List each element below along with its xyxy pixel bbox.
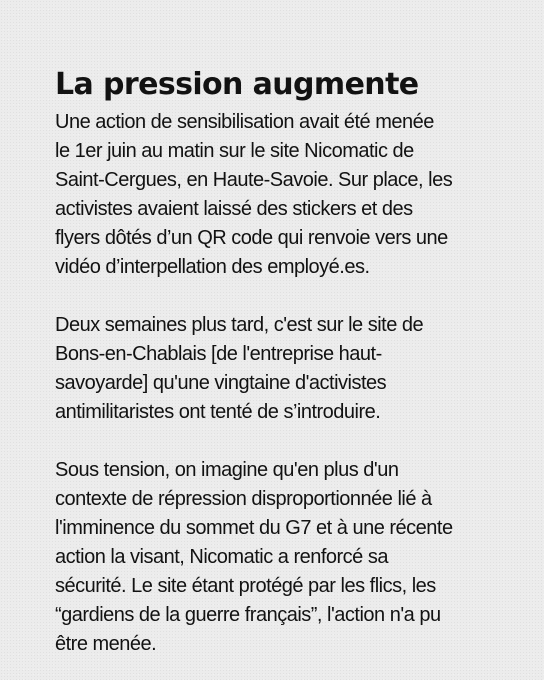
article-title: La pression augmente	[55, 67, 419, 102]
paragraph-spacer	[55, 427, 525, 456]
paragraph-line: Sous tension, on imagine qu'en plus d'un	[55, 459, 399, 481]
paragraph-line: être menée.	[55, 633, 157, 655]
paragraph-1	[55, 108, 525, 282]
paragraph-line: l'imminence du sommet du G7 et à une récente	[55, 517, 453, 539]
article	[55, 66, 525, 659]
paragraph-line: activistes avaient laissé des stickers et des	[55, 198, 413, 220]
paragraph-line: flyers dôtés d’un QR code qui renvoie vers une	[55, 227, 448, 249]
paragraph-spacer	[55, 282, 525, 311]
paragraph-line: antimilitaristes ont tenté de s’introduire.	[55, 401, 381, 423]
paragraph-line: vidéo d’interpellation des employé.es.	[55, 256, 370, 278]
paragraph-2	[55, 311, 525, 427]
paragraph-3	[55, 456, 525, 659]
paragraph-line: contexte de répression disproportionnée lié à	[55, 488, 432, 510]
paragraph-line: savoyarde] qu'une vingtaine d'activistes	[55, 372, 387, 394]
paragraph-line: sécurité. Le site étant protégé par les flics, les	[55, 575, 436, 597]
paragraph-line: Une action de sensibilisation avait été menée	[55, 111, 434, 133]
paragraph-line: Saint-Cergues, en Haute-Savoie. Sur place, les	[55, 169, 453, 191]
paragraph-line: action la visant, Nicomatic a renforcé sa	[55, 546, 388, 568]
paragraph-line: Deux semaines plus tard, c'est sur le site de	[55, 314, 424, 336]
paragraph-line: “gardiens de la guerre français”, l'action n'a pu	[55, 604, 441, 626]
paragraph-line: Bons-en-Chablais [de l'entreprise haut-	[55, 343, 382, 365]
paragraph-line: le 1er juin au matin sur le site Nicomatic de	[55, 140, 414, 162]
